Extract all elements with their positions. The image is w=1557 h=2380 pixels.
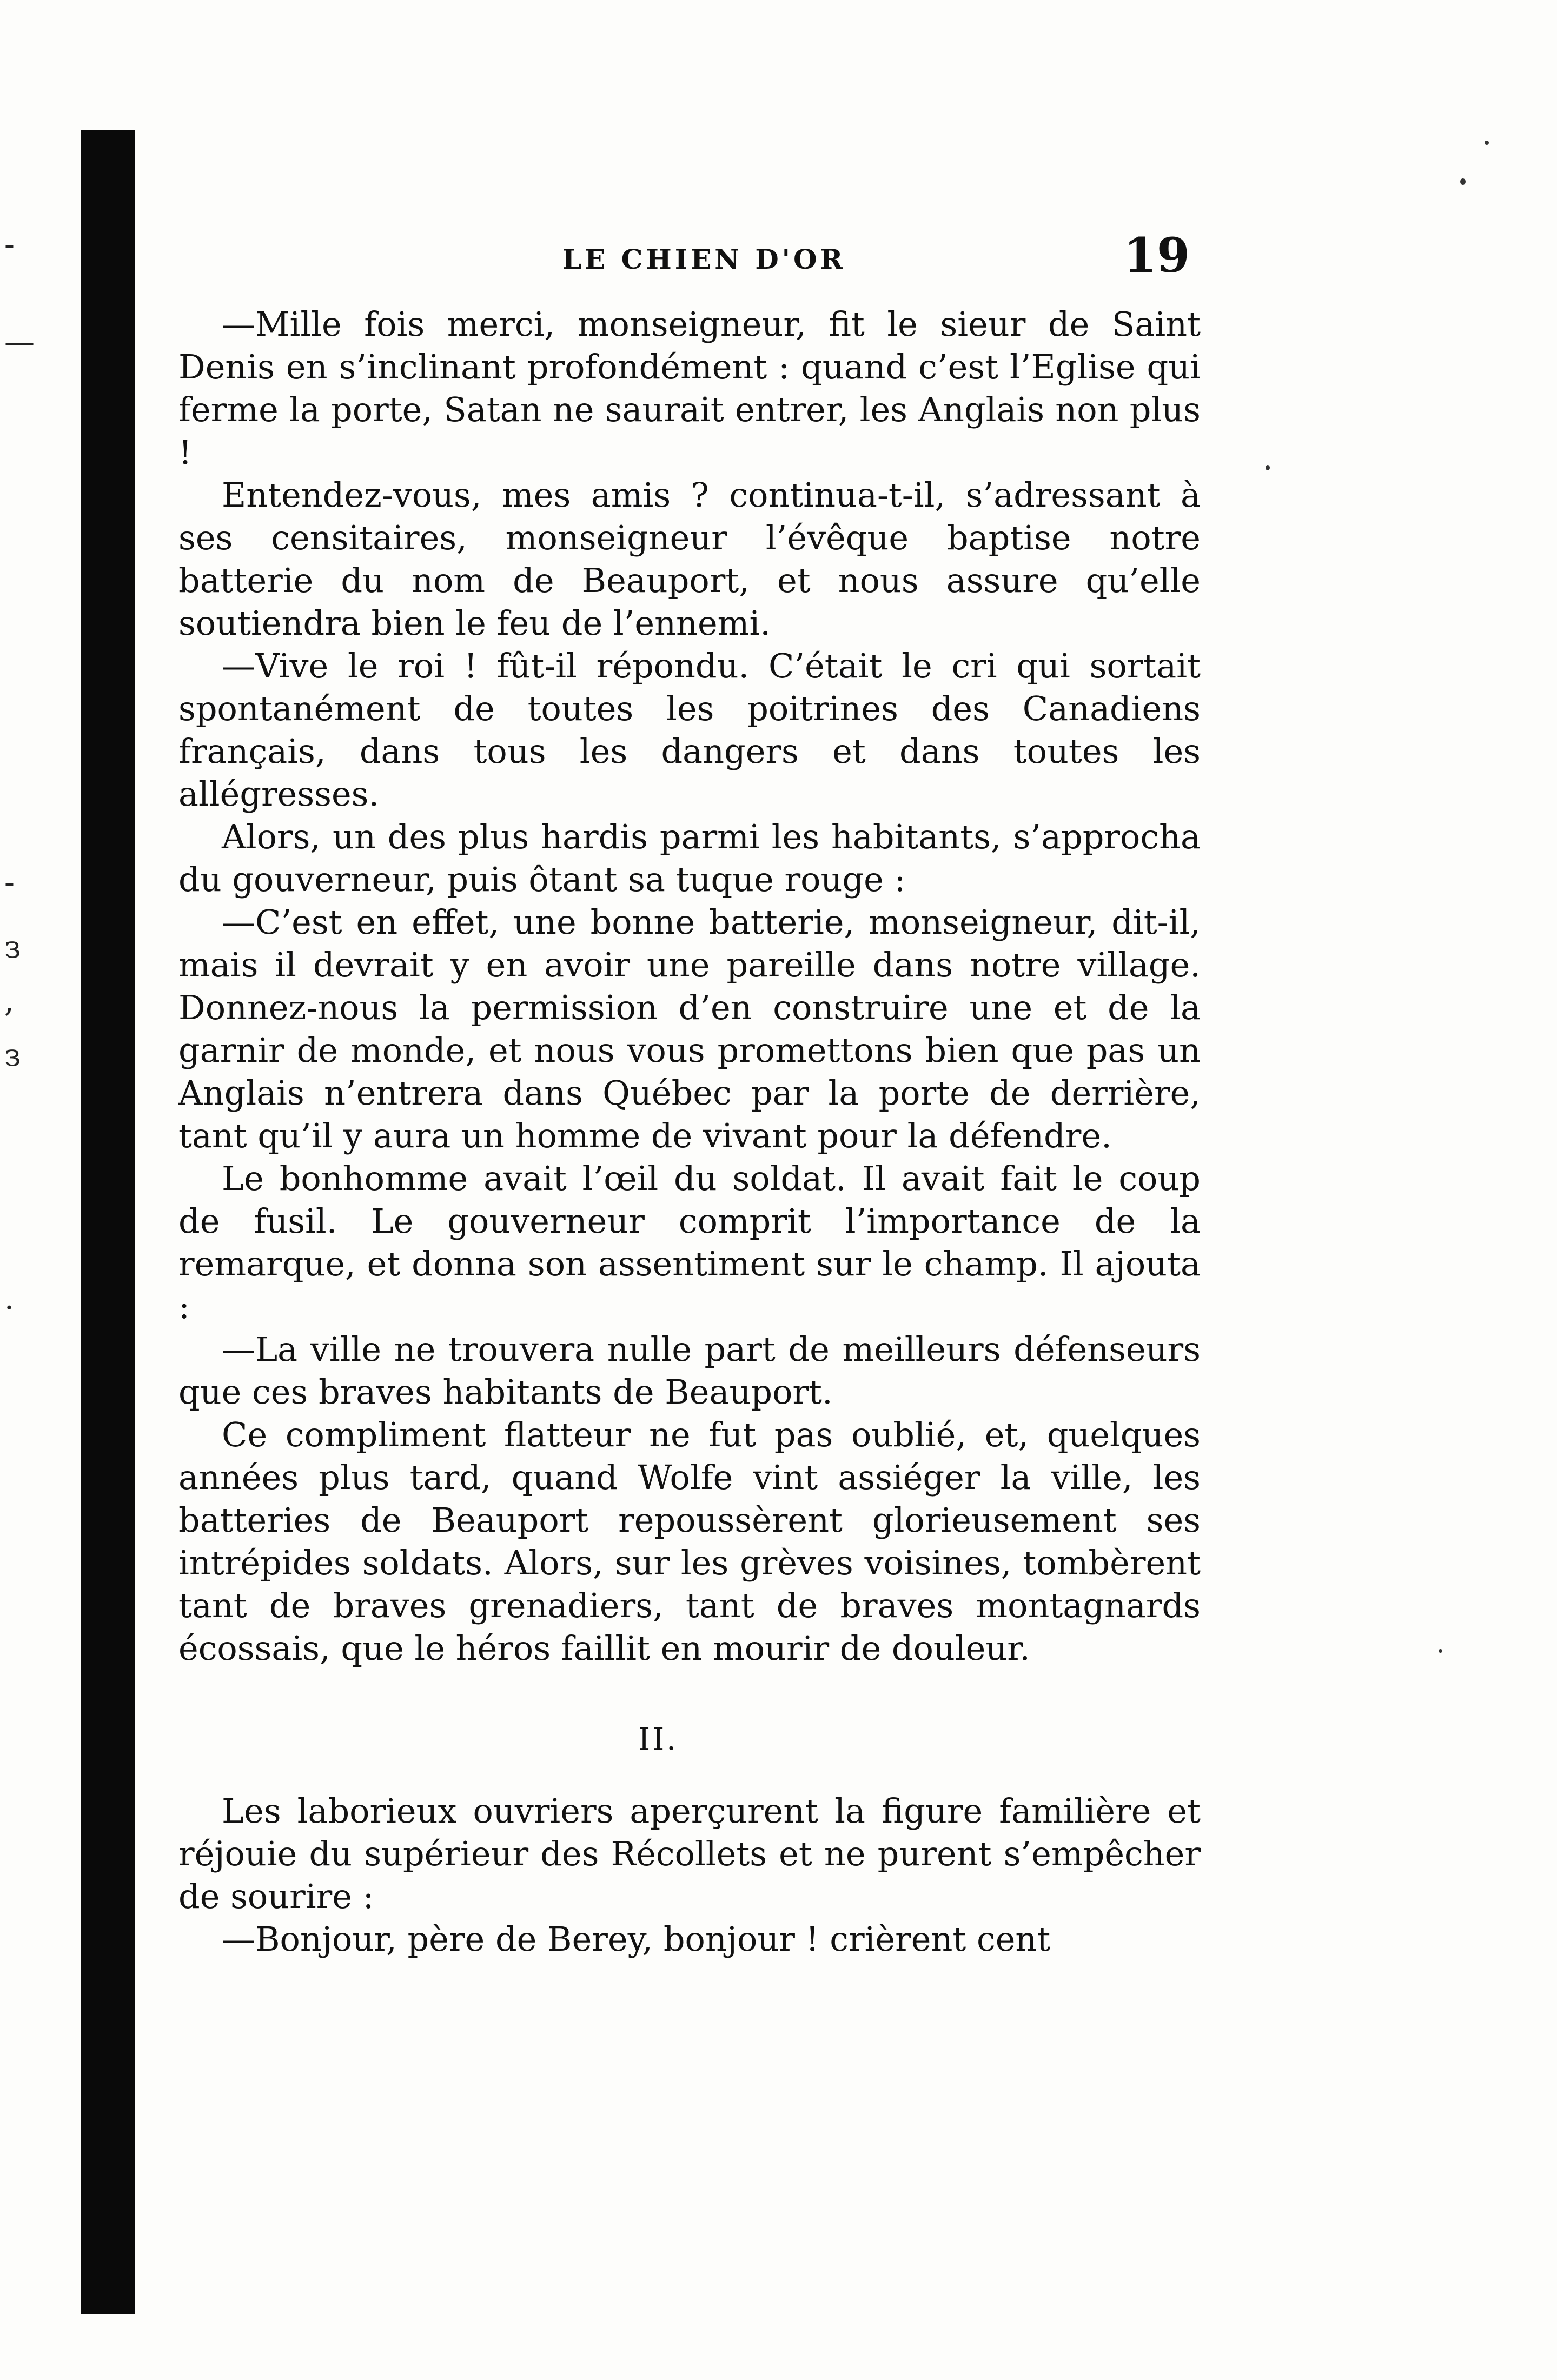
paragraph: —Mille fois merci, monseigneur, fit le sieur de Saint Denis en s’inclinant profondément : quand c’est l’Eglise qui ferme la porte, Satan ne saurait entrer, les Anglais non plus ! <box>178 304 1201 472</box>
edge-fragment: . <box>4 1281 14 1317</box>
paragraph: —La ville ne trouvera nulle part de meilleurs défenseurs que ces braves habitants de Beauport. <box>178 1329 1201 1412</box>
binding-shadow-bar <box>81 130 135 2314</box>
edge-fragment: з <box>4 930 21 965</box>
print-speck <box>1266 465 1270 470</box>
paragraph: Entendez-vous, mes amis ? continua-t-il, s’adressant à ses censitaires, monseigneur l’évêque baptise notre batterie du nom de Beauport, et nous assure qu’elle soutiendra bien le feu de l’ennemi. <box>178 475 1201 643</box>
edge-fragment: - <box>4 227 15 262</box>
paragraph: —Vive le roi ! fût-il répondu. C’était le cri qui sortait spontanément de toutes les poitrines des Canadiens français, dans tous les dangers et dans toutes les allégresses. <box>178 646 1201 814</box>
edge-fragment: - <box>4 865 15 900</box>
left-edge-fragments <box>0 227 35 1471</box>
section-heading: II. <box>638 1722 679 1757</box>
edge-fragment: , <box>4 984 14 1019</box>
paragraph: —C’est en effet, une bonne batterie, monseigneur, dit-il, mais il devrait y en avoir une pareille dans notre village. Donnez-nous la permission d’en construire une et de la garnir de monde, et nous vous promettons bien que pas un Anglais n’entrera dans Québec par la porte de derrière, tant qu’il y aura un homme de vivant pour la défendre. <box>178 902 1201 1155</box>
main-text-block <box>178 303 1201 1670</box>
print-speck <box>1460 178 1466 185</box>
edge-fragment: — <box>4 324 35 360</box>
paragraph: Alors, un des plus hardis parmi les habitants, s’approcha du gouverneur, puis ôtant sa tuque rouge : <box>178 817 1201 899</box>
paragraph: Le bonhomme avait l’œil du soldat. Il avait fait le coup de fusil. Le gouverneur comprit l’importance de la remarque, et donna son assentiment sur le champ. Il ajouta : <box>178 1159 1201 1326</box>
paragraph: —Bonjour, père de Berey, bonjour ! crièrent cent <box>222 1919 1051 1959</box>
edge-fragment: з <box>4 1038 21 1073</box>
print-speck <box>1439 1649 1442 1653</box>
running-head: LE CHIEN D'OR <box>562 243 846 275</box>
page-header <box>184 227 1190 292</box>
print-speck <box>1485 141 1489 145</box>
section-two-text-block <box>178 1790 1201 1960</box>
paragraph: Ce compliment flatteur ne fut pas oublié, et, quelques années plus tard, quand Wolfe vint assiéger la ville, les batteries de Beauport repoussèrent glorieusement ses intrépides soldats. Alors, sur les grèves voisines, tombèrent tant de braves grenadiers, tant de braves montagnards écossais, que le héros faillit en mourir de douleur. <box>178 1415 1201 1668</box>
page-number: 19 <box>1123 227 1190 283</box>
paragraph: Les laborieux ouvriers aperçurent la figure familière et réjouie du supérieur des Récollets et ne purent s’empêcher de sourire : <box>178 1791 1201 1916</box>
